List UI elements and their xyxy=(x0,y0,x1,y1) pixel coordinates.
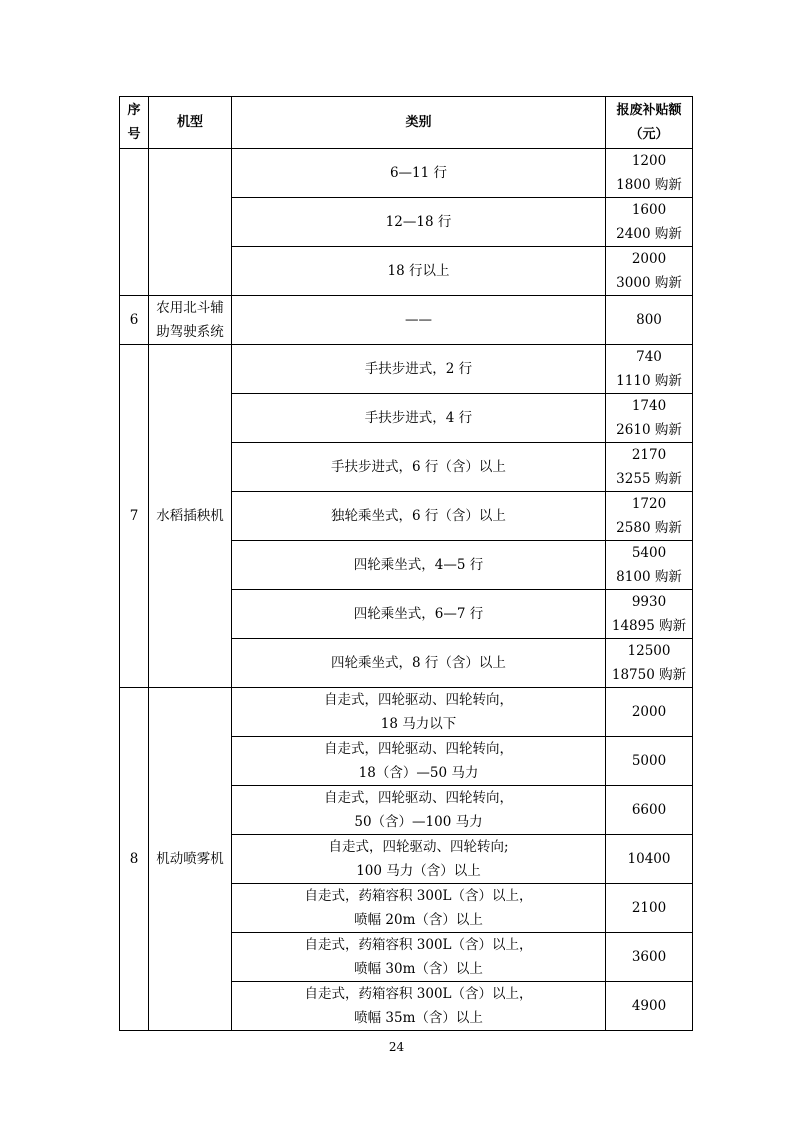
cell-amount: 6600 xyxy=(606,786,693,835)
table-row xyxy=(120,345,693,394)
cell-category: 自走式，四轮驱动、四轮转向; 100 马力（含）以上 xyxy=(232,835,606,884)
cell-amount: 1740 2610 购新 xyxy=(606,394,693,443)
cell-category: 自走式，药箱容积 300L（含）以上， 喷幅 20m（含）以上 xyxy=(232,884,606,933)
cell-category: 自走式，药箱容积 300L（含）以上， 喷幅 35m（含）以上 xyxy=(232,982,606,1031)
cell-amount: 2000 xyxy=(606,688,693,737)
cell-amount: 800 xyxy=(606,296,693,345)
cell-category: 12—18 行 xyxy=(232,198,606,247)
cell-amount: 2170 3255 购新 xyxy=(606,443,693,492)
cell-model-continued xyxy=(149,149,232,296)
cell-category: 自走式，药箱容积 300L（含）以上， 喷幅 30m（含）以上 xyxy=(232,933,606,982)
cell-no: 7 xyxy=(120,345,149,688)
cell-amount: 4900 xyxy=(606,982,693,1031)
cell-category: 手扶步进式，6 行（含）以上 xyxy=(232,443,606,492)
table-row xyxy=(120,688,693,737)
cell-category: 自走式，四轮驱动、四轮转向， 50（含）—100 马力 xyxy=(232,786,606,835)
cell-amount: 5000 xyxy=(606,737,693,786)
subsidy-table xyxy=(119,96,693,1031)
cell-no: 8 xyxy=(120,688,149,1031)
header-amount: 报废补贴额 （元） xyxy=(606,97,693,149)
cell-model: 机动喷雾机 xyxy=(149,688,232,1031)
cell-no-continued xyxy=(120,149,149,296)
cell-amount: 5400 8100 购新 xyxy=(606,541,693,590)
cell-amount: 1720 2580 购新 xyxy=(606,492,693,541)
cell-amount: 3600 xyxy=(606,933,693,982)
cell-category: 自走式，四轮驱动、四轮转向， 18（含）—50 马力 xyxy=(232,737,606,786)
cell-amount: 1200 1800 购新 xyxy=(606,149,693,198)
header-category: 类别 xyxy=(232,97,606,149)
page-number: 24 xyxy=(388,1040,405,1054)
cell-amount: 12500 18750 购新 xyxy=(606,639,693,688)
cell-category: 6—11 行 xyxy=(232,149,606,198)
cell-category: 手扶步进式，2 行 xyxy=(232,345,606,394)
header-model: 机型 xyxy=(149,97,232,149)
cell-amount: 740 1110 购新 xyxy=(606,345,693,394)
table-row xyxy=(120,149,693,198)
cell-category: 独轮乘坐式，6 行（含）以上 xyxy=(232,492,606,541)
table-header-row xyxy=(120,97,693,149)
cell-category: 四轮乘坐式，8 行（含）以上 xyxy=(232,639,606,688)
cell-amount: 10400 xyxy=(606,835,693,884)
cell-no: 6 xyxy=(120,296,149,345)
cell-amount: 2100 xyxy=(606,884,693,933)
cell-category: 18 行以上 xyxy=(232,247,606,296)
cell-amount: 2000 3000 购新 xyxy=(606,247,693,296)
cell-category: 四轮乘坐式，6—7 行 xyxy=(232,590,606,639)
cell-category: 手扶步进式，4 行 xyxy=(232,394,606,443)
table-row xyxy=(120,296,693,345)
cell-category: —— xyxy=(232,296,606,345)
cell-amount: 9930 14895 购新 xyxy=(606,590,693,639)
cell-category: 四轮乘坐式，4—5 行 xyxy=(232,541,606,590)
cell-amount: 1600 2400 购新 xyxy=(606,198,693,247)
cell-model: 农用北斗辅 助驾驶系统 xyxy=(149,296,232,345)
cell-category: 自走式，四轮驱动、四轮转向， 18 马力以下 xyxy=(232,688,606,737)
header-no: 序 号 xyxy=(120,97,149,149)
cell-model: 水稻插秧机 xyxy=(149,345,232,688)
